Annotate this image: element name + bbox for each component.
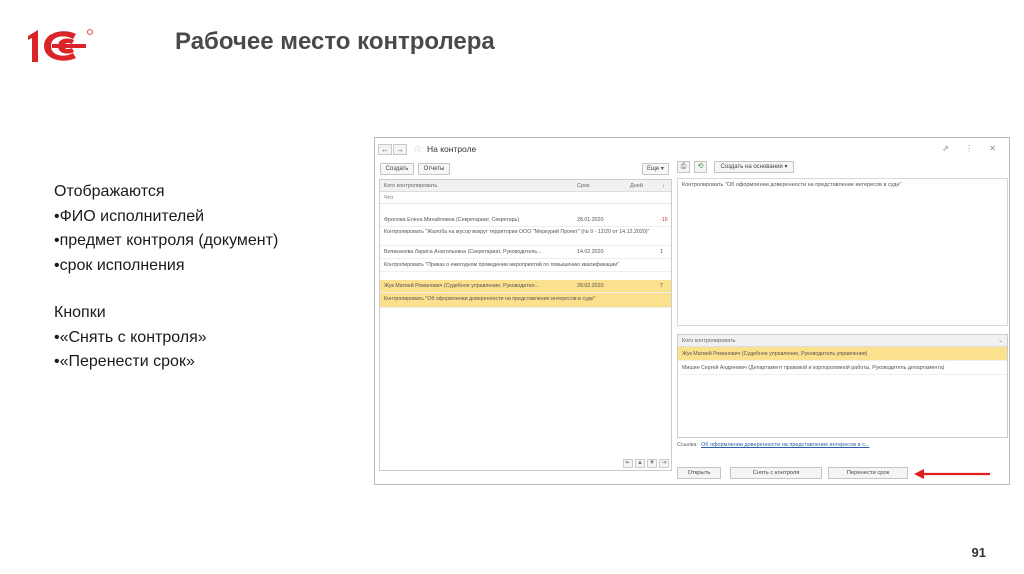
who-header [678, 335, 1007, 347]
row-due: 14.02.2020 [577, 249, 604, 255]
description-text [54, 180, 278, 375]
reference-link[interactable]: Об оформлении доверенности на представление интересов в с... [701, 442, 870, 448]
reference-line [677, 442, 869, 448]
column-due[interactable]: Срок [577, 183, 590, 189]
create-button[interactable]: Создать [380, 163, 414, 175]
app-window [374, 137, 1010, 485]
next-page-button[interactable]: ▼ [647, 459, 657, 468]
bullet-item: •предмет контроля (документ) [54, 232, 279, 249]
sort-icon[interactable]: ↓ [662, 183, 665, 189]
table-row[interactable] [380, 246, 671, 259]
create-basis-button[interactable]: Создать на основании ▾ [714, 161, 794, 173]
postpone-button[interactable]: Перенести срок [828, 467, 908, 479]
list-header [380, 180, 671, 192]
bullet-item: •срок исполнения [54, 256, 185, 274]
row-what: Контролировать "Приказ о ежегодном проведении мероприятий по повышению квалификации" [384, 262, 620, 268]
who-row-selected[interactable]: Жук Матвей Романович (Судебное управление, Руководитель управления) [678, 347, 1007, 361]
star-icon[interactable]: ☆ [413, 143, 422, 155]
page-title: Рабочее место контролера [175, 28, 495, 55]
back-button[interactable]: ← [378, 144, 392, 155]
list-toolbar [380, 163, 670, 176]
row-days: 7 [660, 283, 663, 289]
row-who: Великанова Лариса Анатольевна (Секретариат, Руководитель... [384, 249, 542, 255]
chevron-down-icon[interactable]: ⌄ [997, 338, 1003, 344]
row-due: 28.01.2020 [577, 217, 604, 223]
column-days[interactable]: Дней [630, 183, 643, 189]
window-controls[interactable]: ⇗ ⋮ ✕ [942, 144, 1003, 153]
row-what: Контролировать "Жалоба на мусор вокруг территории ООО "Меркурий Проект" (№ 9 - 12/20 от 14.12.2020)" [384, 229, 650, 235]
bullet-item: •«Снять с контроля» [54, 328, 207, 346]
first-page-button[interactable]: ⇤ [623, 459, 633, 468]
bullet-item: •«Перенести срок» [54, 353, 195, 370]
page-number: 91 [971, 545, 986, 560]
more-button[interactable]: Еще ▾ [642, 163, 669, 175]
table-row-sub[interactable] [380, 259, 671, 272]
who-row[interactable]: Мишин Сергей Андреевич (Департамент правовой и корпоративной работы, Руководитель департамента) [678, 361, 1007, 375]
table-row-selected[interactable] [380, 280, 671, 293]
window-titlebar [375, 138, 1009, 160]
reports-button[interactable]: Отчеты [418, 163, 450, 175]
row-who: Жук Матвей Романович (Судебное управление, Руководител... [384, 283, 539, 289]
reference-label: Ссылка: [677, 442, 698, 448]
buttons-heading: Кнопки [54, 304, 106, 321]
row-due: 28.02.2020 [577, 283, 604, 289]
print-icon[interactable]: ⎙ [677, 161, 690, 173]
open-button[interactable]: Открыть [677, 467, 721, 479]
list-pager [623, 459, 669, 468]
column-what[interactable]: Что [380, 192, 671, 204]
prev-page-button[interactable]: ▲ [635, 459, 645, 468]
who-header-label: Кого контролировать [682, 338, 736, 344]
forward-button[interactable]: → [393, 144, 407, 155]
control-list [379, 179, 672, 471]
row-who: Фролова Елена Михайловна (Секретариат, Секретарь) [384, 217, 520, 223]
remove-from-control-button[interactable]: Снять с контроля [730, 467, 822, 479]
who-table [677, 334, 1008, 438]
table-row-sub[interactable] [380, 227, 671, 246]
window-title: На контроле [426, 144, 477, 154]
row-days: 1 [660, 249, 663, 255]
column-who[interactable]: Кого контролировать [384, 183, 438, 189]
last-page-button[interactable]: ⇥ [659, 459, 669, 468]
bullet-item: •ФИО исполнителей [54, 207, 205, 225]
table-row-sub-selected[interactable] [380, 293, 671, 308]
refresh-icon[interactable]: ⟲ [694, 161, 707, 173]
intro-label: Отображаются [54, 183, 165, 200]
table-row[interactable] [380, 214, 671, 227]
description-field[interactable]: Контролировать "Об оформлении доверенности на представление интересов в суде" [677, 178, 1008, 326]
row-what: Контролировать "Об оформлении доверенности на представление интересов в суде" [384, 296, 596, 302]
row-days: -16 [660, 217, 668, 223]
red-arrow-icon [912, 467, 992, 481]
1c-logo [24, 26, 102, 66]
